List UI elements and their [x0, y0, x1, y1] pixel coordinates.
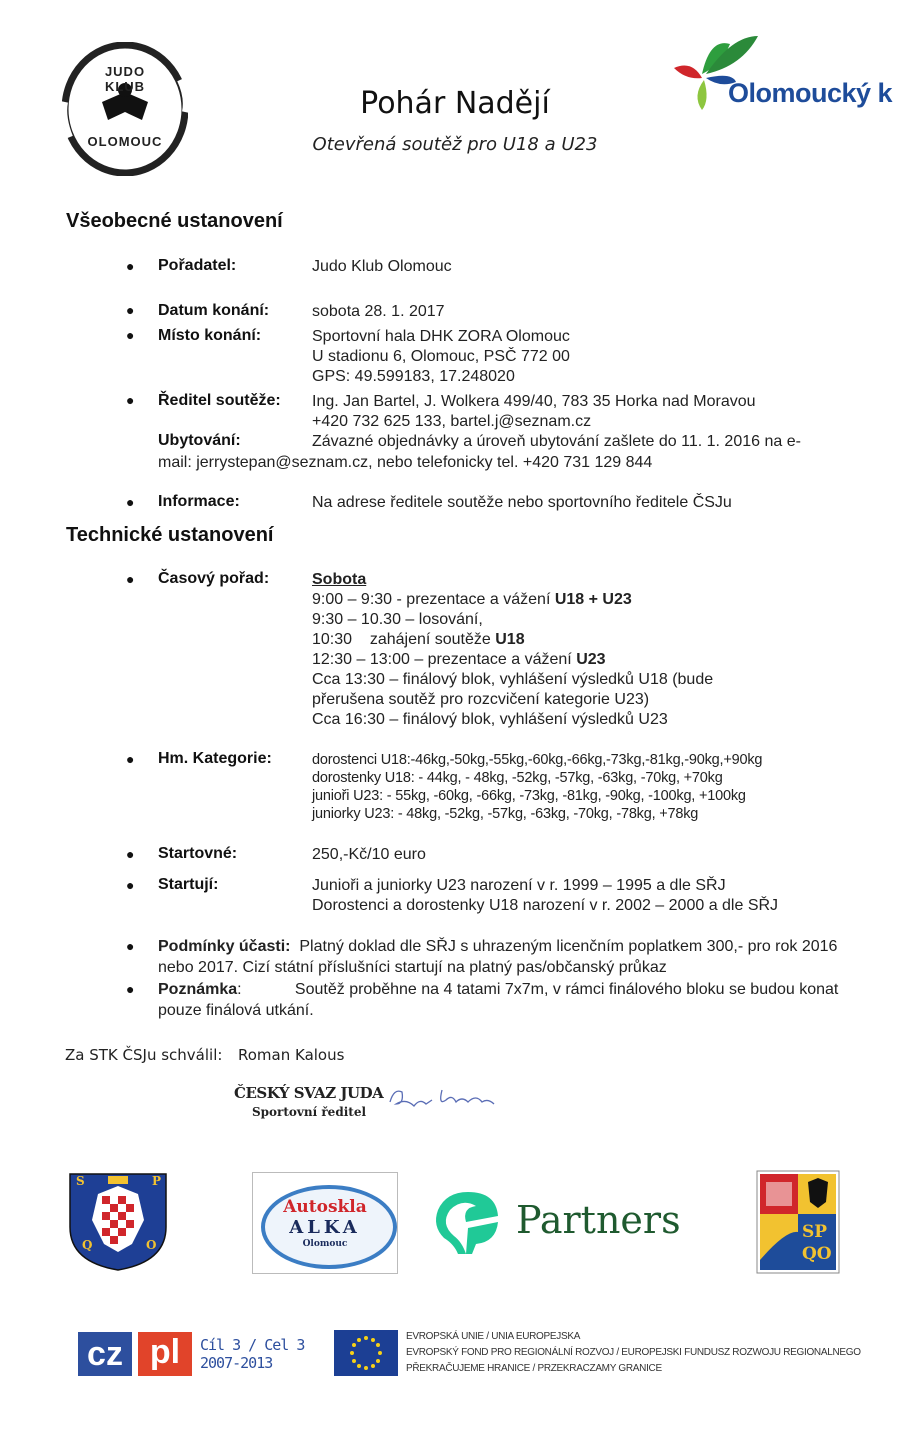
technical-heading: Technické ustanovení	[66, 524, 274, 546]
partners-text: Partners	[516, 1198, 681, 1242]
conditions-label: Podmínky účasti:	[158, 938, 291, 955]
partners-icon	[432, 1188, 504, 1258]
region-coat-of-arms	[756, 1170, 840, 1274]
coat-letter: O	[146, 1238, 157, 1252]
bullet: ●	[126, 877, 135, 893]
bullet: ●	[126, 392, 135, 408]
club-logo-bottom-text: OLOMOUC	[87, 134, 163, 149]
date-value: sobota 28. 1. 2017	[312, 303, 445, 320]
region-letters: QO	[802, 1244, 832, 1264]
bullet: ●	[126, 494, 135, 510]
page-title: Pohár Nadějí	[360, 86, 550, 121]
bullet: ●	[126, 571, 135, 587]
cz-pl-logo	[78, 1332, 192, 1376]
schedule-line: 12:30 – 13:00 – prezentace a vážení U23	[312, 651, 606, 668]
note-paragraph	[158, 979, 858, 1021]
organizer-value: Judo Klub Olomouc	[312, 258, 452, 275]
region-logo	[672, 30, 910, 114]
bullet: ●	[126, 981, 135, 997]
note-label: Poznámka	[158, 981, 238, 998]
autoskla-line2: ALKA	[289, 1217, 361, 1238]
accommodation-line: mail: jerrystepan@seznam.cz, nebo telefonicky tel. +420 731 129 844	[158, 454, 653, 471]
starters-line: Dorostenci a dorostenky U18 narození v r. 2002 – 2000 a dle SŘJ	[312, 897, 779, 914]
approver-name: Roman Kalous	[238, 1046, 345, 1064]
fee-label: Startovné:	[158, 845, 238, 862]
coat-letter: P	[152, 1174, 162, 1188]
schedule-line: přerušena soutěž pro rozcvičení kategorie U23)	[312, 691, 650, 708]
schedule-line: Cca 16:30 – finálový blok, vyhlášení výsledků U23	[312, 711, 668, 728]
cz-box: cz	[78, 1332, 132, 1376]
place-line: GPS: 49.599183, 17.248020	[312, 368, 515, 385]
eu-line2: EVROPSKÝ FOND PRO REGIONÁLNÍ ROZVOJ / EUROPEJSKI FUNDUSZ ROZWOJU REGIONALNEGO	[406, 1347, 861, 1358]
cil-line1: Cíl 3 / Cel 3	[200, 1336, 305, 1354]
approval-label: Za STK ČSJu schválil:	[65, 1046, 223, 1064]
page-subtitle: Otevřená soutěž pro U18 a U23	[312, 134, 598, 155]
date-label: Datum konání:	[158, 302, 270, 319]
director-line: Ing. Jan Bartel, J. Wolkera 499/40, 783 35 Horka nad Moravou	[312, 393, 756, 410]
bullet: ●	[126, 751, 135, 767]
fee-value: 250,-Kč/10 euro	[312, 846, 426, 863]
director-line: +420 732 625 133, bartel.j@seznam.cz	[312, 413, 592, 430]
region-letters: SP	[802, 1222, 828, 1242]
eu-line3: PŘEKRAČUJEME HRANICE / PRZEKRACZAMY GRANICE	[406, 1363, 662, 1374]
category-line: junioři U23: - 55kg, -60kg, -66kg, -73kg, -81kg, -90kg, -100kg, +100kg	[312, 788, 746, 804]
place-line: Sportovní hala DHK ZORA Olomouc	[312, 328, 570, 345]
stamp-line1: ČESKÝ SVAZ JUDA	[234, 1084, 384, 1102]
bullet: ●	[126, 258, 135, 274]
accommodation-line: Závazné objednávky a úroveň ubytování zašlete do 11. 1. 2016 na e-	[312, 433, 801, 450]
accommodation-label: Ubytování:	[158, 432, 241, 449]
coat-letter: S	[76, 1174, 85, 1188]
bullet: ●	[126, 327, 135, 343]
starters-label: Startují:	[158, 876, 219, 893]
general-heading: Všeobecné ustanovení	[66, 210, 283, 232]
schedule-line: 9:30 – 10.30 – losování,	[312, 611, 483, 628]
coat-letter: Q	[82, 1238, 93, 1252]
director-label: Ředitel soutěže:	[158, 392, 281, 409]
schedule-line: 9:00 – 9:30 - prezentace a vážení U18 + U23	[312, 591, 632, 608]
schedule-line: 10:30 zahájení soutěže U18	[312, 631, 525, 648]
pl-box: pl	[138, 1332, 192, 1376]
place-label: Místo konání:	[158, 327, 262, 344]
bullet: ●	[126, 938, 135, 954]
schedule-label: Časový pořad:	[158, 570, 270, 587]
cil-line2: 2007-2013	[200, 1354, 273, 1372]
category-line: dorostenci U18:-46kg,-50kg,-55kg,-60kg,-66kg,-73kg,-81kg,-90kg,+90kg	[312, 752, 763, 768]
autoskla-line1: Autoskla	[283, 1197, 367, 1217]
conditions-paragraph	[158, 936, 858, 978]
category-line: juniorky U23: - 48kg, -52kg, -57kg, -63kg, -70kg, -78kg, +78kg	[312, 806, 699, 822]
club-logo-top-text: JUDO KLUB	[104, 64, 146, 94]
organizer-label: Pořadatel:	[158, 257, 237, 274]
autoskla-line3: Olomouc	[302, 1239, 348, 1249]
info-value: Na adrese ředitele soutěže nebo sportovního ředitele ČSJu	[312, 494, 732, 511]
stamp-line2: Sportovní ředitel	[252, 1105, 367, 1119]
info-label: Informace:	[158, 493, 240, 510]
autoskla-logo	[252, 1172, 398, 1274]
note-text: : Soutěž proběhne na 4 tatami 7x7m, v rámci finálového bloku se budou konat pouze finálová utkání.	[158, 981, 843, 1019]
place-line: U stadionu 6, Olomouc, PSČ 772 00	[312, 348, 570, 365]
category-line: dorostenky U18: - 44kg, - 48kg, -52kg, -57kg, -63kg, -70kg, +70kg	[312, 770, 723, 786]
conditions-text: Platný doklad dle SŘJ s uhrazeným licenčním poplatkem 300,- pro rok 2016 nebo 2017. Cizí státní příslušníci startují na platný pas/občanský průkaz	[158, 938, 838, 976]
eu-line1: EVROPSKÁ UNIE / UNIA EUROPEJSKA	[406, 1331, 581, 1342]
bullet: ●	[126, 302, 135, 318]
eu-flag-icon	[334, 1330, 398, 1376]
schedule-day: Sobota	[312, 571, 367, 588]
region-logo-text: Olomoucký k	[728, 78, 893, 108]
schedule-line: Cca 13:30 – finálový blok, vyhlášení výsledků U18 (bude	[312, 671, 714, 688]
bullet: ●	[126, 846, 135, 862]
starters-line: Junioři a juniorky U23 narození v r. 1999 – 1995 a dle SŘJ	[312, 877, 726, 894]
categories-label: Hm. Kategorie:	[158, 750, 272, 767]
signature	[386, 1082, 498, 1114]
